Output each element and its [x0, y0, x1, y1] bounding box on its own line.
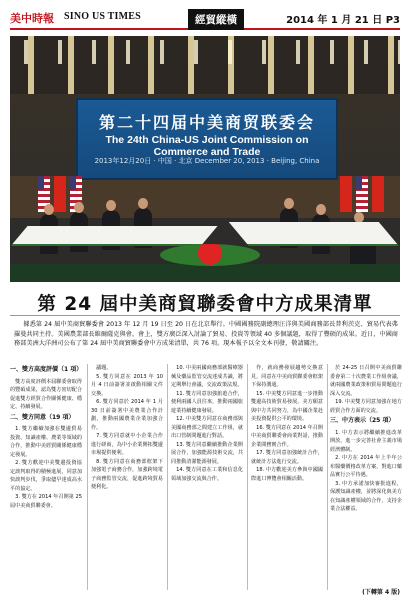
- article-lead: 據悉第 24 屆中美商貿聯委會 2013 年 12 月 19 日至 20 日在北京舉行。中國國務院副總理汪洋與美國商務部長普利茨克、貿易代表弗羅曼共同主持。美國農業部長維爾薩克與會。會上，雙方廣泛深入討論了貿易、投資等領域 40 多個議題，取得了豐碩的成果。近日，中國商務部美洲大洋洲司公布了第 24 屆中美商貿聯委會中方成果清單，共 76 項。現本報予以全文本刊發，敬請關注。: [14, 321, 398, 348]
- column-4: [251, 364, 323, 590]
- section-heading: 二、雙方同意（19 項）: [10, 413, 75, 421]
- column-3: [171, 364, 243, 590]
- column-rule: [327, 364, 328, 590]
- paragraph: 7. 雙方同意就中小企業合作進行磋商，為中小企業開拓雙邊市場提供便利。: [91, 433, 163, 456]
- paragraph: 2. 雙方歡迎中美雙邊投資協定談判取得的積極進展，同意加快談判步伐，爭取儘早達成高水平的協定。: [10, 460, 82, 492]
- paragraph: 15. 中美雙方同意進一步推動雙邊高技術貿易發展，美方願意與中方共同努力，為中國企業赴美投資提供公平的環境。: [251, 390, 323, 422]
- paragraph: 8. 雙方同意在商務部框架下加強電子商務合作，加強跨境電子商務監管交流，促進跨境貿易便利化。: [91, 458, 163, 490]
- section-label: 經貿縱橫: [188, 9, 244, 30]
- us-flag: [356, 176, 368, 212]
- conference-table-right: [229, 222, 397, 244]
- column-rule: [167, 364, 168, 590]
- ceiling-lights: [10, 40, 400, 64]
- paragraph: 2. 中方在 2014 年上半年公布醫藥價格改革方案，對進口藥品實行公平待遇。: [330, 455, 402, 478]
- article-columns: [10, 364, 400, 590]
- paragraph: 14. 雙方同意在工業和信息化領域加強交流與合作。: [171, 467, 243, 482]
- column-rule: [87, 364, 88, 590]
- divider: [10, 315, 400, 316]
- china-flag: [372, 176, 384, 212]
- article-headline: 第 24 屆中美商貿聯委會中方成果清單: [37, 294, 373, 315]
- paragraph: 3. 雙方在 2014 年召開第 25 屆中美商貿聯委會。: [10, 494, 82, 509]
- paragraph: 11. 雙方同意加強旅遊合作，便利兩國人員往來，推動兩國旅遊業持續健康發展。: [171, 390, 243, 414]
- paragraph: 16. 雙方同意在 2014 年召開中美商貿聯委會商業對話，推動企業間務實合作。: [251, 424, 323, 448]
- conference-table-left: [12, 226, 217, 244]
- paragraph: 17. 雙方同意加強統計合作，就統計方法進行交流。: [251, 450, 323, 465]
- column-5: [330, 364, 402, 590]
- banner-subtitle: 2013年12月20日 · 中国 · 北京 December 20, 2013 · Beijing, China: [94, 157, 320, 165]
- section-heading: 一、雙方高度評價（1 項）: [10, 366, 82, 373]
- paragraph: 於 24-25 日召開中美商貿聯委會第二十次農業工作組會議，就兩國農業政策和貿易問題進行深入交流。: [330, 365, 402, 397]
- paragraph: 作，就商務發展趨勢交換意見，同意在中美商貿聯委會框架下保持溝通。: [251, 365, 323, 388]
- section-heading: 三、中方表示（25 項）: [330, 417, 395, 424]
- brand-chinese: 美中時報: [10, 12, 54, 25]
- paragraph: 19. 中美雙方同意加強在地方經貿合作方面的交流。: [330, 399, 402, 414]
- page-header: [10, 8, 400, 30]
- conference-photo: [10, 36, 400, 282]
- paragraph: 議題。: [96, 365, 112, 371]
- paragraph: 13. 雙方同意繼續推動企業開展合作，加強能源技術交流，共同推動清潔能源發展。: [171, 441, 243, 465]
- paragraph: 5. 雙方同意在 2013 年 10 月 4 日前簽署並啟動相關文件交換。: [91, 373, 163, 397]
- paragraph: 雙方高度評價本屆聯委會取得的豐碩成果，認為雙方密切配合促進雙方經貿合作關係健康、穩定、持續發展。: [10, 378, 82, 410]
- paragraph: 18. 中方歡迎美方參與中國國際進口博覽會相關活動。: [251, 467, 323, 482]
- banner-screen: [76, 98, 338, 180]
- floor: [10, 264, 400, 282]
- column-2: [91, 364, 163, 590]
- column-1: [10, 364, 82, 590]
- paragraph: 1. 雙方繼續加強在雙邊貿易投資、知識產權、農業等領域的合作，推動中美經貿關係健康穩定發展。: [10, 426, 82, 458]
- flower-centerpiece: [160, 244, 260, 266]
- paragraph: 6. 雙方同意於 2014 年 1 月 30 日前簽署中美農業合作計劃，推動兩國農業企業加強合作。: [91, 399, 163, 431]
- china-flag: [54, 176, 66, 212]
- brand-english: SINO US TIMES: [64, 11, 141, 22]
- paragraph: 12. 中美雙方同意在商務部與美國商務部之間建立工作組，就出口管制問題進行對話。: [171, 416, 243, 439]
- column-rule: [247, 364, 248, 590]
- banner-title-en: The 24th China-US Joint Commission on Commerce and Trade: [105, 134, 309, 158]
- date-page: 2014 年 1 月 21 日 P3: [286, 15, 400, 26]
- paragraph: 1. 中方表示將繼續推進改革開放，進一步完善社會主義市場經濟體制。: [330, 429, 402, 453]
- banner-title-cn: 第二十四届中美商贸联委会: [98, 113, 315, 132]
- paragraph: 10. 中美兩國商務部就醫療器械及藥品監管交流達成共識，將定期舉行會議，交流政策法規。: [171, 365, 243, 388]
- china-flag: [340, 176, 352, 212]
- continued-note: (下轉第 4 版): [362, 589, 400, 596]
- paragraph: 3. 中方承諾加快審批進程，保護知識產權，並將深化與美方在知識產權領域的合作，支持企業合法權益。: [330, 480, 402, 512]
